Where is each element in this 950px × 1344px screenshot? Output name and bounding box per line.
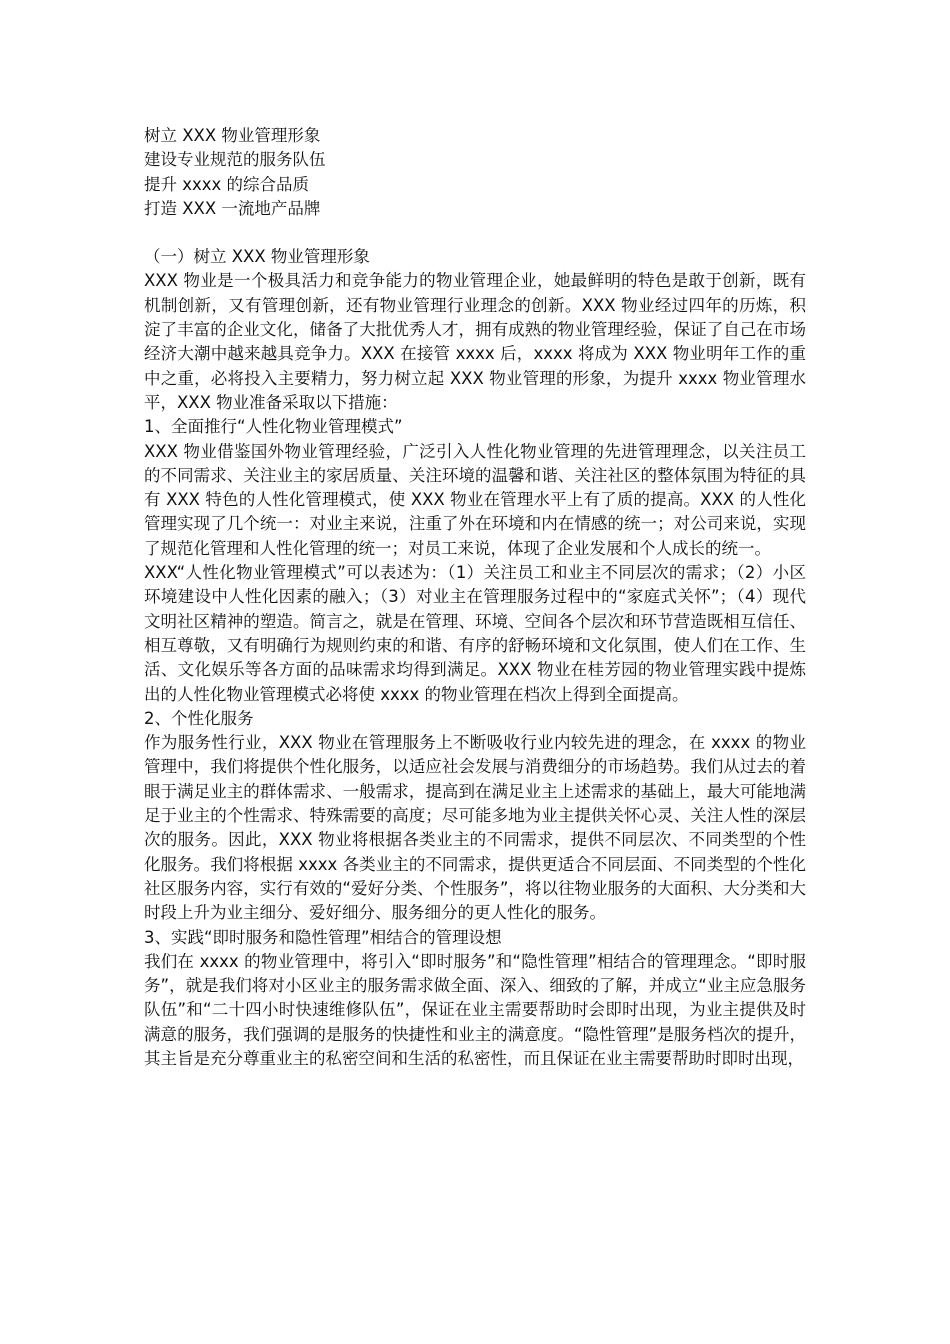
subheading-3: 3、实践“即时服务和隐性管理”相结合的管理设想 <box>144 927 502 947</box>
paragraph-1: XXX 物业是一个极具活力和竞争能力的物业管理企业，她最鲜明的特色是敢于创新，既有机制创新，又有管理创新，还有物业管理行业理念的创新。XXX 物业经过四年的历炼，积淀了丰富的企业文化，储备了大批优秀人才，拥有成熟的物业管理经验，保证了自己在市场经济大潮中越来越具竞争力。XXX 在接管 xxxx 后，xxxx 将成为 XXX 物业明年工作的重中之重，必将投入主要精力，努力树立起 XXX 物业管理的形象，为提升 xxxx 物业管理水平，XXX 物业准备采取以下措施： <box>144 271 806 412</box>
subheading-1: 1、全面推行“人性化物业管理模式” <box>144 417 403 437</box>
paragraph-5: 我们在 xxxx 的物业管理中，将引入“即时服务”和“隐性管理”相结合的管理理念。“即时服务”，就是我们将对小区业主的服务需求做全面、深入、细致的了解，并成立“业主应急服务队伍”和“二十四小时快速维修队伍”，保证在业主需要帮助时会即时出现，为业主提供及时满意的服务，我们强调的是服务的快捷性和业主的满意度。“隐性管理”是服务档次的提升，其主旨是充分尊重业主的私密空间和生活的私密性，而且保证在业主需要帮助时即时出现， <box>144 951 806 1068</box>
intro-line-2: 建设专业规范的服务队伍 <box>144 150 326 170</box>
section-title: （一）树立 XXX 物业管理形象 <box>144 247 370 267</box>
document-page <box>144 124 806 1071</box>
spacer <box>144 221 806 245</box>
paragraph-2: XXX 物业借鉴国外物业管理经验，广泛引入人性化物业管理的先进管理理念，以关注员工的不同需求、关注业主的家居质量、关注环境的温馨和谐、关注社区的整体氛围为特征的具有 XXX 特色的人性化管理模式，使 XXX 物业在管理水平上有了质的提高。XXX 的人性化管理实现了几个统一：对业主来说，注重了外在环境和内在情感的统一；对公司来说，实现了规范化管理和人性化管理的统一；对员工来说，体现了企业发展和个人成长的统一。 <box>144 441 806 558</box>
paragraph-4: 作为服务性行业，XXX 物业在管理服务上不断吸收行业内较先进的理念，在 xxxx 的物业管理中，我们将提供个性化服务，以适应社会发展与消费细分的市场趋势。我们从过去的着眼于满足业主的群体需求、一般需求，提高到在满足业主上述需求的基础上，最大可能地满足于业主的个性需求、特殊需要的高度；尽可能多地为业主提供关怀心灵、关注人性的深层次的服务。因此，XXX 物业将根据各类业主的不同需求，提供不同层次、不同类型的个性化服务。我们将根据 xxxx 各类业主的不同需求，提供更适合不同层面、不同类型的个性化社区服务内容，实行有效的“爱好分类、个性服务”，将以往物业服务的大面积、大分类和大时段上升为业主细分、爱好细分、服务细分的更人性化的服务。 <box>144 733 806 923</box>
intro-line-4: 打造 XXX 一流地产品牌 <box>144 198 321 218</box>
intro-line-1: 树立 XXX 物业管理形象 <box>144 126 321 145</box>
paragraph-3: XXX“人性化物业管理模式”可以表述为：（1）关注员工和业主不同层次的需求；（2）小区环境建设中人性化因素的融入；（3）对业主在管理服务过程中的“家庭式关怀”；（4）现代文明社区精神的塑造。简言之，就是在管理、环境、空间各个层次和环节营造既相互信任、相互尊敬，又有明确行为规则约束的和谐、有序的舒畅环境和文化氛围，使人们在工作、生活、文化娱乐等各方面的品味需求均得到满足。XXX 物业在桂芳园的物业管理实践中提炼出的人性化物业管理模式必将使 xxxx 的物业管理在档次上得到全面提高。 <box>144 563 806 704</box>
subheading-2: 2、个性化服务 <box>144 708 254 728</box>
intro-line-3: 提升 xxxx 的综合品质 <box>144 174 310 194</box>
